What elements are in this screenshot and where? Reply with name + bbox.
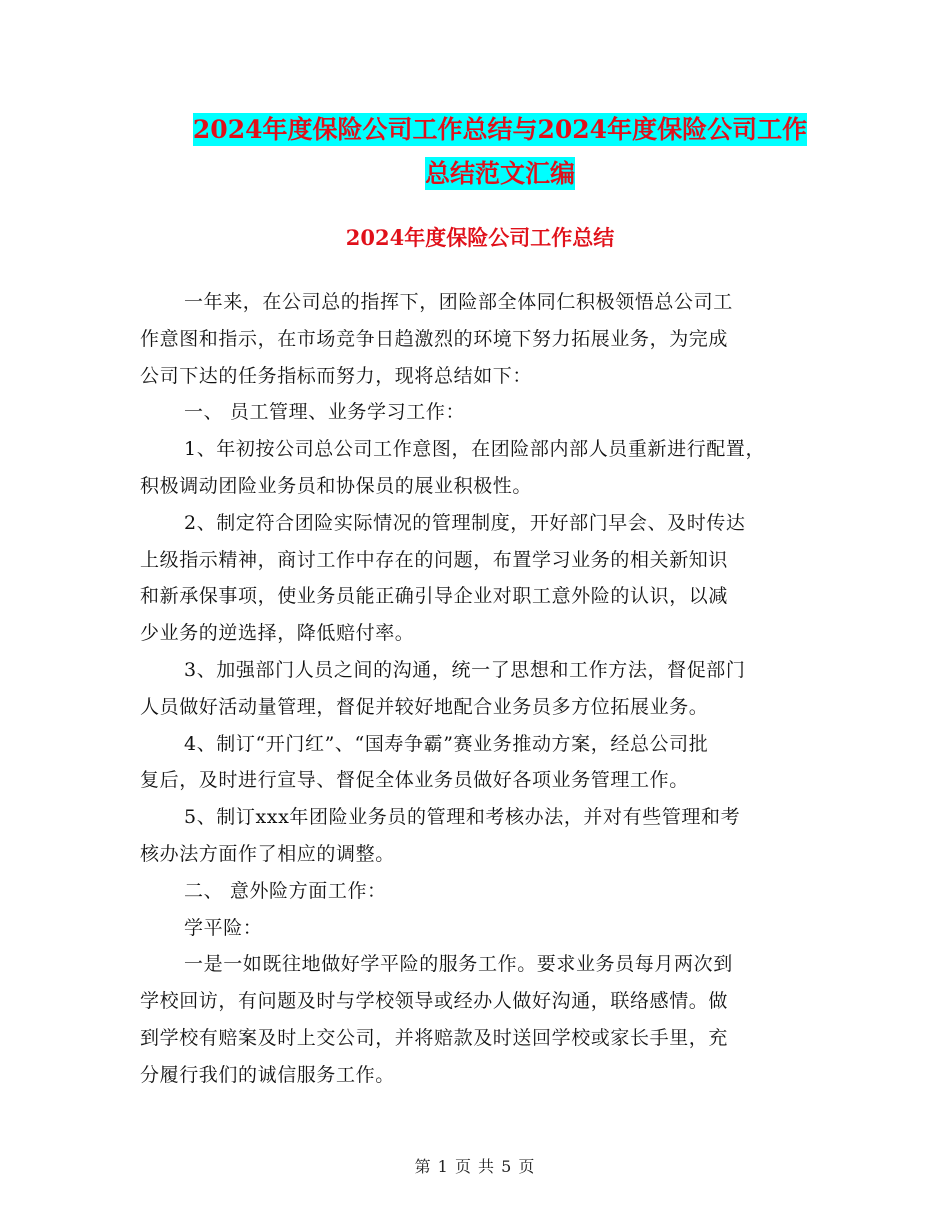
- body-line: 学校回访，有问题及时与学校领导或经办人做好沟通，联络感情。做: [140, 990, 729, 1013]
- body-line: 1、年初按公司总公司工作意图，在团险部内部人员重新进行配置，: [184, 438, 766, 461]
- body-line: 学平险：: [184, 916, 263, 939]
- body-line: 和新承保事项，使业务员能正确引导企业对职工意外险的认识，以减: [140, 585, 729, 608]
- document-body: [140, 284, 820, 1094]
- body-line: 作意图和指示，在市场竞争日趋激烈的环境下努力拓展业务，为完成: [140, 327, 729, 350]
- page-footer: 第 1 页 共 5 页: [414, 1157, 536, 1176]
- body-line: 3、加强部门人员之间的沟通，统一了思想和工作方法，督促部门: [184, 658, 746, 681]
- body-line: 上级指示精神，商讨工作中存在的问题，布置学习业务的相关新知识: [140, 548, 729, 571]
- document-title-line-1: 2024年度保险公司工作总结与2024年度保险公司工作: [192, 115, 808, 144]
- body-line: 少业务的逆选择，降低赔付率。: [140, 622, 415, 645]
- section-title: 2024年度保险公司工作总结: [345, 225, 615, 250]
- body-line: 人员做好活动量管理，督促并较好地配合业务员多方位拓展业务。: [140, 695, 709, 718]
- body-line: 二、 意外险方面工作：: [184, 879, 387, 902]
- body-line: 公司下达的任务指标而努力，现将总结如下：: [140, 364, 533, 387]
- body-line: 积极调动团险业务员和协保员的展业积极性。: [140, 474, 533, 497]
- body-line: 复后，及时进行宣导、督促全体业务员做好各项业务管理工作。: [140, 769, 689, 792]
- document-title-line-2: 总结范文汇编: [424, 159, 575, 188]
- body-line: 一是一如既往地做好学平险的服务工作。要求业务员每月两次到: [184, 953, 733, 976]
- body-line: 分履行我们的诚信服务工作。: [140, 1063, 395, 1086]
- body-line: 一、 员工管理、业务学习工作：: [184, 401, 466, 424]
- body-line: 2、制定符合团险实际情况的管理制度，开好部门早会、及时传达: [184, 511, 746, 534]
- body-line: 一年来，在公司总的指挥下，团险部全体同仁积极领悟总公司工: [184, 291, 733, 313]
- body-line: 到学校有赔案及时上交公司，并将赔款及时送回学校或家长手里，充: [140, 1026, 729, 1049]
- body-line: 核办法方面作了相应的调整。: [140, 842, 395, 865]
- body-line: 5、制订xxx年团险业务员的管理和考核办法，并对有些管理和考: [184, 806, 741, 829]
- body-line: 4、制订“开门红”、“国寿争霸”赛业务推动方案，经总公司批: [184, 732, 709, 755]
